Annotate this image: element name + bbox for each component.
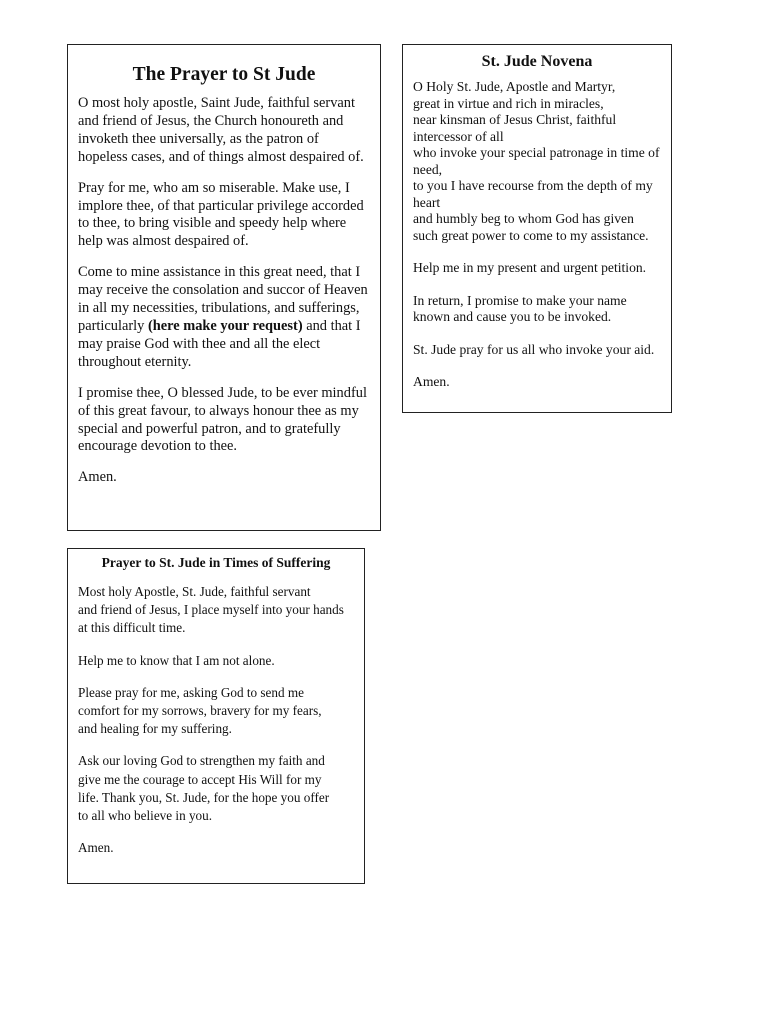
suffering-box [67,548,365,884]
prayer-paragraph-3 [78,264,370,371]
suffering-paragraph-4 [78,752,354,825]
novena-line: and humbly beg to whom God has given [413,211,634,226]
suffering-line: at this difficult time. [78,620,186,636]
prayer-paragraph-2: Pray for me, who am so miserable. Make use, I implore thee, of that particular privilege accorded to thee, to bring visible and speedy help where help was almost despaired of. [78,179,364,250]
novena-line: near kinsman of Jesus Christ, faithful intercessor of all [413,112,617,144]
suffering-line: Please pray for me, asking God to send me [78,684,304,700]
novena-title: St. Jude Novena [481,53,593,70]
suffering-line: and friend of Jesus, I place myself into your hands [78,602,344,618]
suffering-paragraph-2: Help me to know that I am not alone. [78,652,275,668]
prayer-title: The Prayer to St Jude [132,64,316,85]
novena-paragraph-3: In return, I promise to make your name known and cause you to be invoked. [413,292,627,324]
suffering-line: comfort for my sorrows, bravery for my fears, [78,703,322,719]
suffering-title: Prayer to St. Jude in Times of Suffering [101,555,331,570]
suffering-paragraph-3 [78,684,354,739]
prayer-paragraph-1: O most holy apostle, Saint Jude, faithful servant and friend of Jesus, the Church honoureth and invoketh thee universally, as the patron of hopeless cases, and of things almost despaired of. [78,95,364,165]
novena-line: O Holy St. Jude, Apostle and Martyr, [413,79,616,94]
prayer-amen: Amen. [78,469,117,486]
request-instruction: (here make your request) [147,317,303,334]
novena-line: to you I have recourse from the depth of my heart [413,178,653,210]
suffering-line: give me the courage to accept His Will for my [78,771,322,787]
novena-line: who invoke your special patronage in time of need, [413,145,660,177]
suffering-line: Most holy Apostle, St. Jude, faithful servant [78,584,311,599]
suffering-amen: Amen. [78,840,114,856]
novena-line: such great power to come to my assistance. [413,227,649,243]
suffering-paragraph-1 [78,583,354,638]
prayer-box [67,44,381,531]
novena-paragraph-2: Help me in my present and urgent petition. [413,260,647,275]
prayer-paragraph-3-start: Come to mine assistance in this great need, that I may receive the consolation and succor of Heaven in all my necessities, tribulations, and sufferings, particularly [78,264,368,334]
novena-paragraph-4: St. Jude pray for us all who invoke your aid. [413,341,655,357]
suffering-line: and healing for my suffering. [78,721,232,737]
prayer-paragraph-3-end: and that I may praise God with thee and all the elect throughout eternity. [78,317,361,370]
suffering-line: life. Thank you, St. Jude, for the hope you offer [78,789,330,805]
suffering-line: Ask our loving God to strengthen my faith and [78,753,325,769]
novena-line: great in virtue and rich in miracles, [413,95,604,111]
novena-box [402,44,672,413]
novena-paragraph-1 [413,79,661,244]
novena-amen: Amen. [413,374,450,389]
prayer-paragraph-4: I promise thee, O blessed Jude, to be ever mindful of this great favour, to always honour thee as my special and powerful patron, and to gratefully encourage devotion to thee. [78,384,367,455]
suffering-line: to all who believe in you. [78,808,213,824]
